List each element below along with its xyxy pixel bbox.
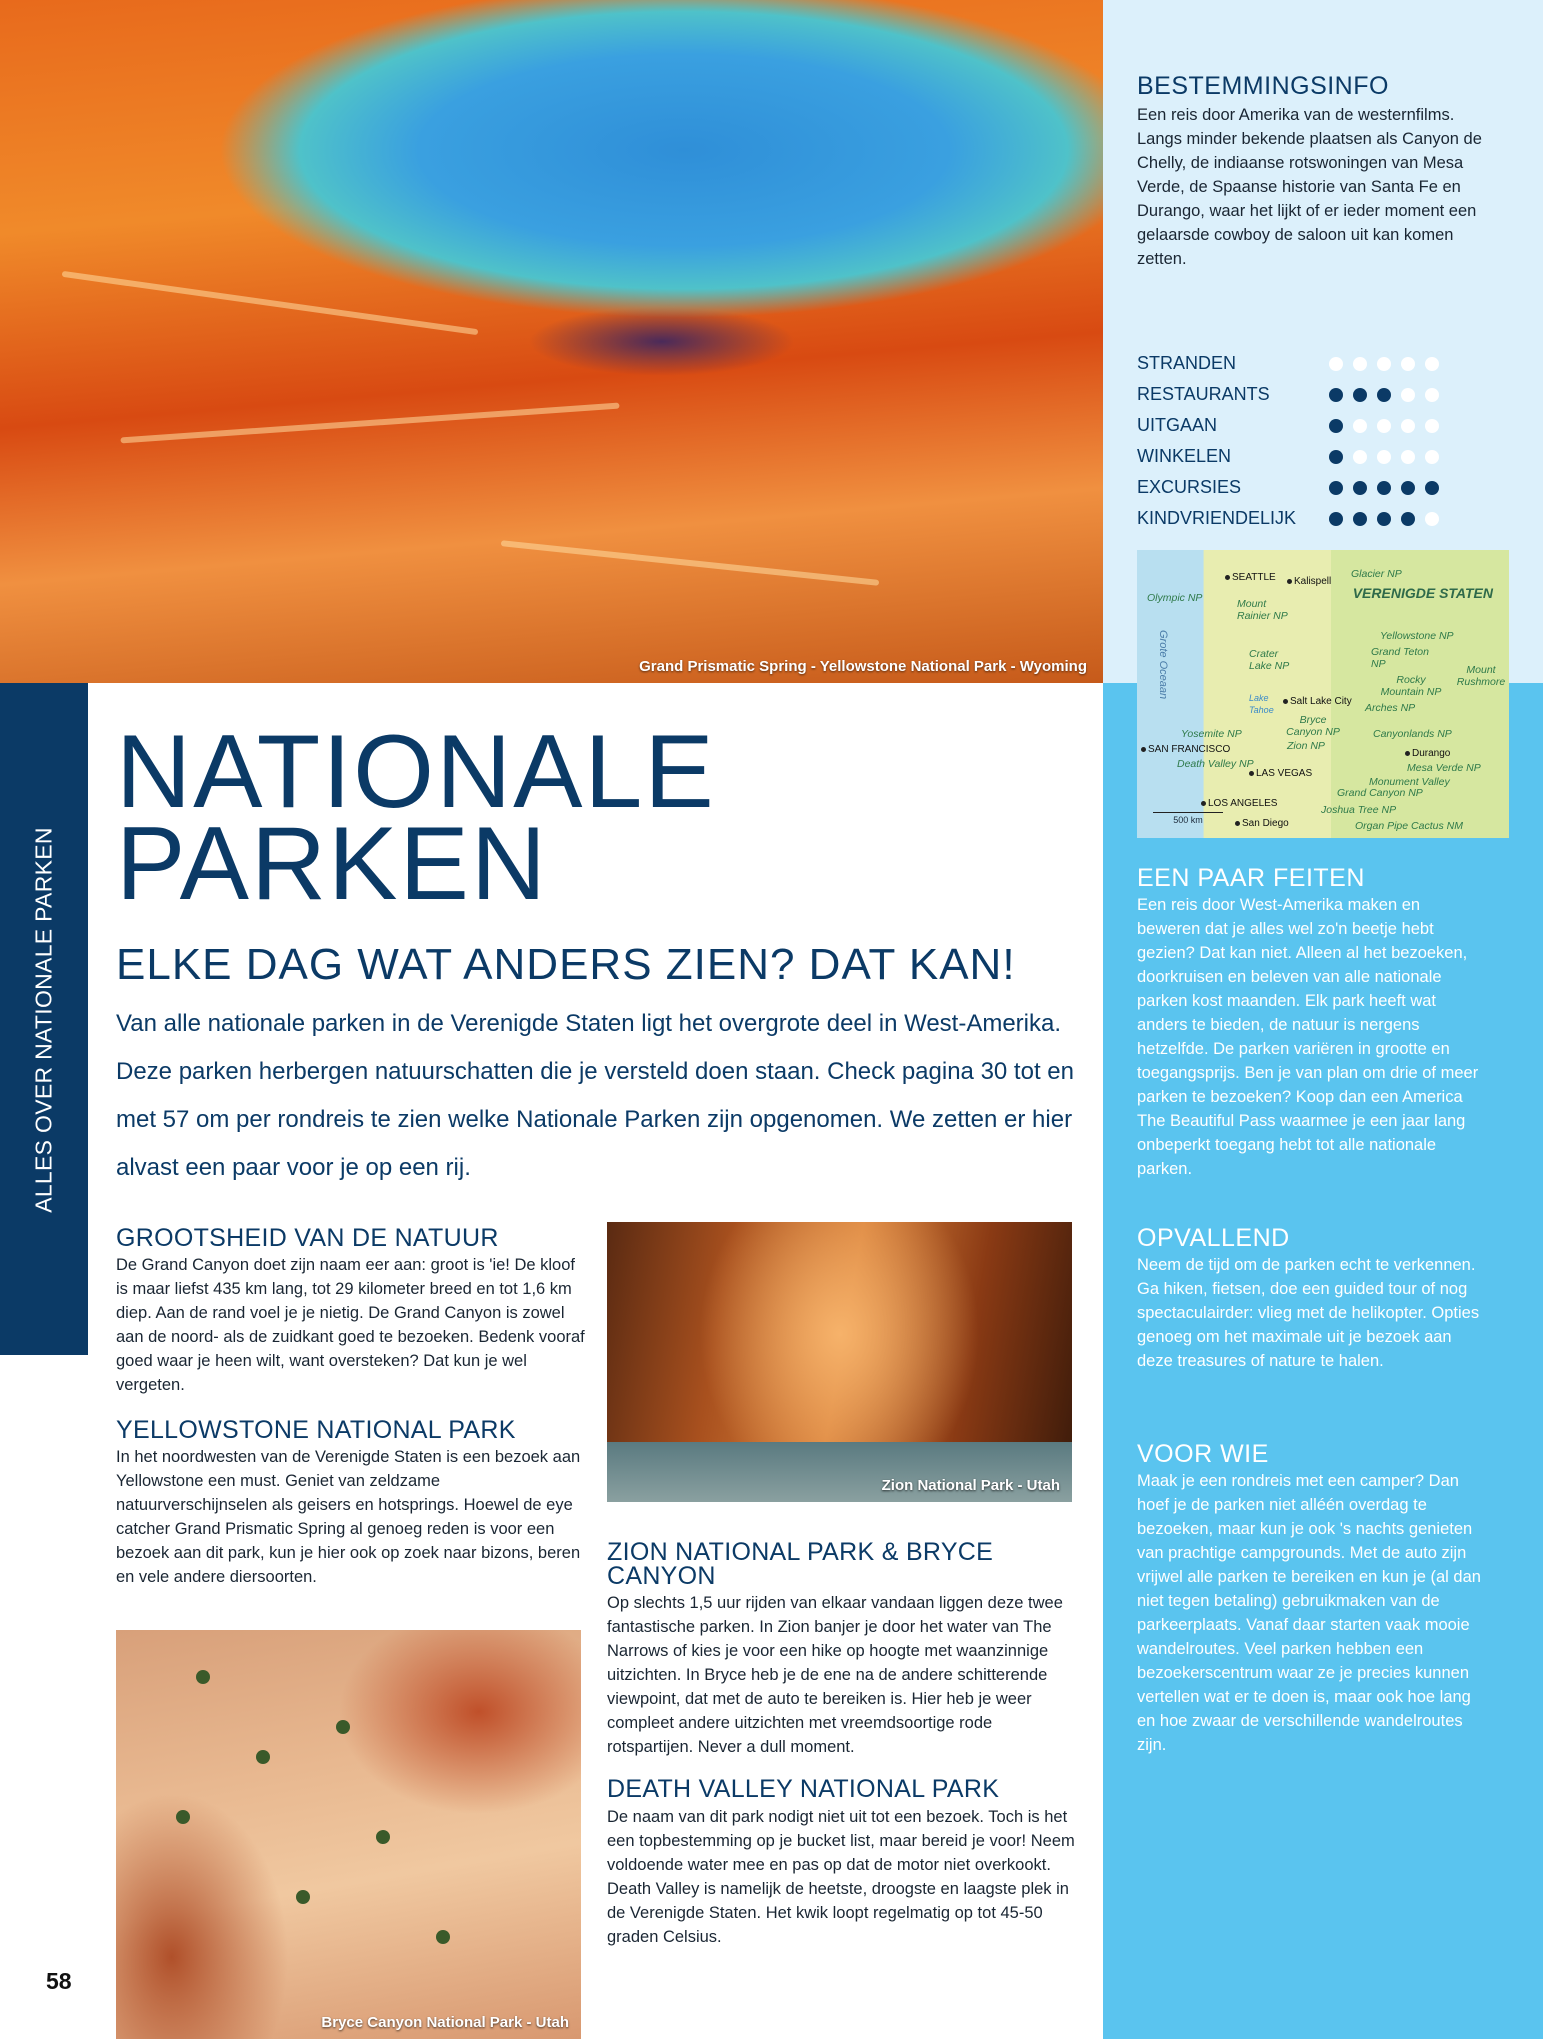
photo-tree <box>176 1810 190 1824</box>
rating-row <box>1137 353 1497 384</box>
rating-dot-filled <box>1353 512 1367 526</box>
rating-label: UITGAAN <box>1137 415 1218 435</box>
grootsheid-text: De Grand Canyon doet zijn naam eer aan: groot is 'ie! De kloof is maar liefst 435 km lang, tot 29 kilometer breed en tot 1,6 km diep. Aan de rand voel je je nietig. De Grand Canyon is zowel aan de noord- als de zuidkant goed te bezoeken. Bedenk vooraf goed waar je heen wilt, want oversteken? Dat kun je wel vergeten. <box>116 1256 585 1394</box>
hero-texture <box>62 271 479 335</box>
rating-dot-empty <box>1377 357 1391 371</box>
rating-dot-empty <box>1425 419 1439 433</box>
map-park-label: Monument Valley <box>1369 776 1450 788</box>
rating-dot-empty <box>1425 450 1439 464</box>
map-park-label: Rocky Mountain NP <box>1380 674 1442 698</box>
map-park-label: Joshua Tree NP <box>1321 804 1397 816</box>
rating-dot-empty <box>1425 388 1439 402</box>
intro-text: Van alle nationale parken in de Verenigde Staten ligt het overgrote deel in West-Amerika. Deze parken herbergen natuurschatten die je versteld doen staan. Check pagina 30 tot en met 57 om per rondreis te zien welke Nationale Parken zijn opgenomen. We zetten er hier alvast een paar voor je op een rij. <box>116 1010 1074 1181</box>
map-park-label: Glacier NP <box>1351 568 1402 580</box>
rating-dot-empty <box>1401 388 1415 402</box>
photo-tree <box>256 1750 270 1764</box>
rating-label: RESTAURANTS <box>1137 384 1270 404</box>
rating-dot-filled <box>1401 512 1415 526</box>
map-city-label: Durango <box>1405 748 1450 759</box>
map-city-label: San Diego <box>1235 818 1289 829</box>
rating-dot-filled <box>1377 481 1391 495</box>
map-scale: 500 km <box>1153 812 1223 825</box>
rating-label: STRANDEN <box>1137 353 1237 373</box>
voor-wie-heading: VOOR WIE <box>1137 1440 1269 1468</box>
rating-dot-filled <box>1377 388 1391 402</box>
page-number: 58 <box>46 1968 72 1994</box>
rating-dot-filled <box>1329 481 1343 495</box>
map-park-label: Olympic NP <box>1147 592 1203 604</box>
rating-dot-empty <box>1353 450 1367 464</box>
photo-tree <box>336 1720 350 1734</box>
opvallend-text: Neem de tijd om de parken echt te verkennen. Ga hiken, fietsen, doe een guided tour of nog spectaculairder: vlieg met de helikopter. Opties genoeg om het maximale uit je bezoek aan deze treasures of nature te halen. <box>1137 1256 1480 1370</box>
rating-dot-empty <box>1401 357 1415 371</box>
map-park-label: Bryce Canyon NP <box>1286 714 1340 738</box>
map-park-label: Grand Teton NP <box>1371 646 1429 670</box>
page-subtitle: ELKE DAG WAT ANDERS ZIEN? DAT KAN! <box>116 940 1016 989</box>
zion-photo <box>607 1222 1072 1502</box>
map-park-label: Organ Pipe Cactus NM <box>1355 820 1463 832</box>
map-lake-label: Lake Tahoe <box>1249 693 1274 715</box>
page-title-line-1: NATIONALE <box>116 714 716 830</box>
hero-texture <box>501 540 880 586</box>
rating-row <box>1137 384 1497 415</box>
map-park-label: Canyonlands NP <box>1373 728 1452 740</box>
map-park-label: Crater Lake NP <box>1249 648 1290 672</box>
feiten-heading: EEN PAAR FEITEN <box>1137 864 1365 892</box>
bestemmingsinfo-text: Een reis door Amerika van de westernfilms. Langs minder bekende plaatsen als Canyon de Chelly, de indiaanse rotswoningen van Mesa Verde, de Spaanse historie van Santa Fe en Durango, waar het lijkt of er ieder moment een gelaarsde cowboy de saloon uit kan komen zetten. <box>1137 106 1482 268</box>
rating-dot-empty <box>1377 450 1391 464</box>
map-city-label: Salt Lake City <box>1283 696 1352 707</box>
photo-tree <box>376 1830 390 1844</box>
rating-dot-empty <box>1377 419 1391 433</box>
rating-row <box>1137 415 1497 446</box>
map-park-label: Yellowstone NP <box>1380 630 1454 642</box>
rating-dot-empty <box>1425 357 1439 371</box>
yellowstone-text: In het noordwesten van de Verenigde Staten is een bezoek aan Yellowstone een must. Geniet van zeldzame natuurverschijnselen als geisers en hotsprings. Hoewel de eye catcher Grand Prismatic Spring al genoeg reden is voor een bezoek aan dit park, kun je hier ook op zoek naar bizons, beren en vele andere diersoorten. <box>116 1448 581 1586</box>
feiten-text: Een reis door West-Amerika maken en beweren dat je alles wel zo'n beetje hebt gezien? Dat kan niet. Alleen al het bezoeken, doorkruisen en beleven van alle nationale parken kost maanden. Elk park heeft wat anders te bieden, de natuur is nergens hetzelfde. De parken variëren in grootte en toegangsprijs. Ben je van plan om drie of meer parken te bezoeken? Koop dan een America The Beautiful Pass waarmee je een jaar lang onbeperkt toegang hebt tot alle nationale parken. <box>1137 896 1479 1178</box>
hero-photo <box>0 0 1103 683</box>
rating-dot-empty <box>1353 419 1367 433</box>
rating-dot-empty <box>1329 357 1343 371</box>
zion-text: Op slechts 1,5 uur rijden van elkaar vandaan liggen deze twee fantastische parken. In Zion banjer je door het water van The Narrows of kies je voor een hike op hoogte met waanzinnige uitzichten. In Bryce heb je de ene na de andere schitterende viewpoint, dat met de auto te bereiken is. Hier heb je weer compleet andere uitzichten met vreemdsoortige rode rotspartijen. Never a dull moment. <box>607 1594 1063 1756</box>
bryce-photo <box>116 1630 581 2039</box>
page-title <box>116 714 816 922</box>
rating-row <box>1137 508 1497 539</box>
photo-tree <box>296 1890 310 1904</box>
hero-texture <box>120 403 619 444</box>
map-park-label: Grand Canyon NP <box>1337 787 1423 799</box>
rating-dots <box>1329 450 1449 471</box>
map-city-label: Kalispell <box>1287 576 1331 587</box>
yellowstone-heading: YELLOWSTONE NATIONAL PARK <box>116 1416 516 1444</box>
map-park-label: Yosemite NP <box>1181 728 1242 740</box>
map-city-label: LAS VEGAS <box>1249 768 1312 779</box>
map-park-label: Zion NP <box>1287 740 1325 752</box>
rating-dot-empty <box>1401 450 1415 464</box>
map-city-label: LOS ANGELES <box>1201 798 1277 809</box>
map-park-label: Mount Rushmore <box>1456 664 1506 688</box>
map-park-label: Death Valley NP <box>1177 758 1254 770</box>
rating-dots <box>1329 357 1449 378</box>
zion-photo-caption: Zion National Park - Utah <box>881 1477 1060 1494</box>
rating-label: WINKELEN <box>1137 446 1232 466</box>
rating-dot-empty <box>1425 512 1439 526</box>
rating-dot-filled <box>1329 388 1343 402</box>
rating-label: EXCURSIES <box>1137 477 1242 497</box>
page-title-line-2: PARKEN <box>116 806 548 922</box>
map-country-label: VERENIGDE STATEN <box>1352 585 1493 601</box>
map-park-label: Mesa Verde NP <box>1407 762 1481 774</box>
opvallend-heading: OPVALLEND <box>1137 1224 1290 1252</box>
rating-dot-filled <box>1425 481 1439 495</box>
hero-caption: Grand Prismatic Spring - Yellowstone National Park - Wyoming <box>639 658 1087 675</box>
zion-heading: ZION NATIONAL PARK & BRYCE CANYON <box>607 1538 994 1590</box>
death-valley-heading: DEATH VALLEY NATIONAL PARK <box>607 1775 1000 1803</box>
rating-row <box>1137 477 1497 508</box>
rating-dot-empty <box>1401 419 1415 433</box>
rating-dot-filled <box>1329 419 1343 433</box>
rating-dot-filled <box>1329 450 1343 464</box>
rating-row <box>1137 446 1497 477</box>
map-park-label: Arches NP <box>1365 702 1416 714</box>
rating-dots <box>1329 512 1449 533</box>
photo-tree <box>436 1930 450 1944</box>
rating-label: KINDVRIENDELIJK <box>1137 508 1297 528</box>
map-park-label: Mount Rainier NP <box>1237 598 1288 622</box>
death-valley-text: De naam van dit park nodigt niet uit tot een bezoek. Toch is het een topbestemming op je bucket list, maar bereid je voor! Neem voldoende water mee en pas op dat de motor niet overkookt. Death Valley is namelijk de heetste, droogste en laagste plek in de Verenigde Staten. Het kwik loopt regelmatig op tot 45-50 graden Celsius. <box>607 1808 1075 1946</box>
map-city-label: SEATTLE <box>1225 572 1276 583</box>
rating-dot-filled <box>1329 512 1343 526</box>
photo-tree <box>196 1670 210 1684</box>
grootsheid-heading: GROOTSHEID VAN DE NATUUR <box>116 1224 499 1252</box>
rating-dots <box>1329 481 1449 502</box>
section-side-label: ALLES OVER NATIONALE PARKEN <box>30 827 57 1213</box>
rating-dot-filled <box>1353 388 1367 402</box>
voor-wie-text: Maak je een rondreis met een camper? Dan hoef je de parken niet alléén overdag te bezoeken, maar kun je ook 's nachts genieten van prachtige campgrounds. Met de auto zijn vrijwel alle parken te bereiken en kun je (al dan niet tegen betaling) gebruikmaken van de parkeerplaats. Vanaf daar starten vaak mooie wandelroutes. Veel parken hebben een bezoekerscentrum waar ze je precies kunnen vertellen wat er te doen is, maar ook hoe lang en hoe zwaar de verschillende wandelroutes zijn. <box>1137 1472 1481 1754</box>
map-city-label: SAN FRANCISCO <box>1141 744 1230 755</box>
map-ocean-label: Grote Oceaan <box>1157 630 1169 700</box>
bryce-photo-caption: Bryce Canyon National Park - Utah <box>321 2014 569 2031</box>
rating-dots <box>1329 388 1449 409</box>
route-map <box>1137 550 1509 838</box>
rating-dot-filled <box>1353 481 1367 495</box>
bestemmingsinfo-heading: BESTEMMINGSINFO <box>1137 72 1389 100</box>
rating-dots <box>1329 419 1449 440</box>
rating-dot-empty <box>1353 357 1367 371</box>
rating-dot-filled <box>1377 512 1391 526</box>
rating-dot-filled <box>1401 481 1415 495</box>
